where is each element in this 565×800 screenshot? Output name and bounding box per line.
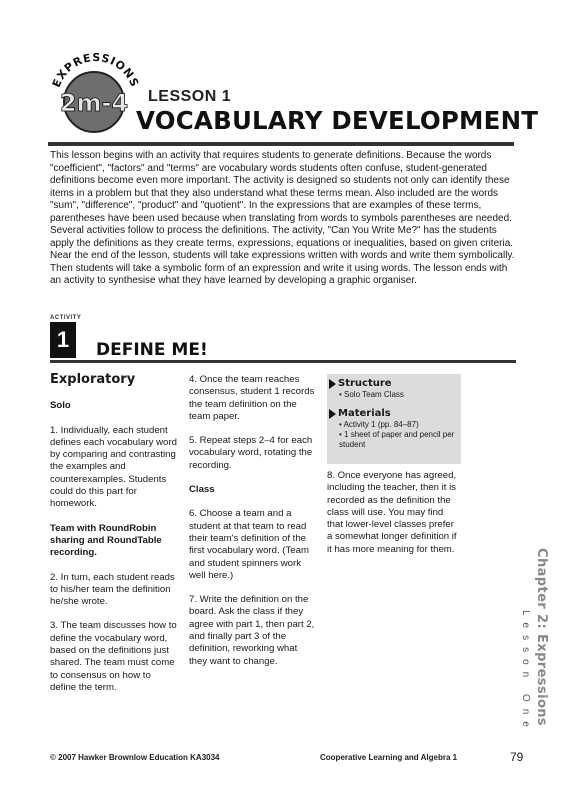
- step-2: 2. In turn, each student reads to his/her team the definition he/she wrote.: [50, 571, 175, 608]
- lesson-badge: [44, 42, 144, 142]
- structure-item: • Solo Team Class: [339, 390, 404, 399]
- lesson-label: LESSON 1: [148, 88, 232, 105]
- materials-item: • 1 sheet of paper and pencil per student: [339, 430, 455, 449]
- exploratory-heading: Exploratory: [50, 372, 136, 387]
- lesson-side-label: Lesson One: [520, 610, 531, 734]
- title-divider: [48, 142, 514, 146]
- badge-code: 2m-4: [59, 89, 129, 117]
- step-5: 5. Repeat steps 2–4 for each vocabulary word, rotating the recording.: [189, 435, 313, 471]
- column-1: [50, 374, 178, 706]
- step-4: 4. Once the team reaches consensus, student 1 records the team definition on the team paper.: [189, 374, 315, 422]
- intro-paragraph: This lesson begins with an activity that requires students to generate definitions. Because the words "coefficient", "factors" and "terms" are vocabulary words students often confuse, student-generated definitions become even more important. The activity is designed so students not only can identify these items in a problem but that they also understand what these terms mean. Also included are the words "sum", "difference", "product" and "quotient". In the expressions that are examples of these terms, parentheses have been used because when translating from words to symbols parentheses are needed. Several activities follow to process the definitions. The activity, "Can You Write Me?" has the students apply the definitions as they create terms, expressions, equations or inequalities, based on given criteria. Near the end of the lesson, students will take expressions written with words and write them symbolically. Then students will take a symbolic form of an expression and write it using words. The lesson ends with an activity to synthesise what they have learned by developing a graphic organiser.: [50, 150, 515, 286]
- step-3: 3. The team discusses how to define the vocabulary word, based on the definitions just shared. The team must come to consensus on how to define the term.: [50, 620, 177, 693]
- step-7: 7. Write the definition on the board. Ask the class if they agree with part 1, then part 2, and finally part 3 of the definition, reworking what they want to change.: [189, 594, 315, 667]
- column-3: [327, 470, 461, 568]
- step-6: 6. Choose a team and a student at that team to read their team's definition of the first vocabulary word. (Team and student spinners work well here.): [189, 508, 309, 581]
- materials-heading: Materials: [329, 408, 461, 419]
- triangle-bullet-icon: [329, 409, 336, 419]
- column-2: [189, 374, 317, 680]
- triangle-bullet-icon: [329, 379, 336, 389]
- step-1: 1. Individually, each student defines each vocabulary word by comparing and contrasting the examples and counterexamples. Students could do this part for homework.: [50, 424, 177, 510]
- step-8: 8. Once everyone has agreed, including the teacher, then it is recorded as the definition the class will use. You may find that lower-level classes prefer a somewhat longer definition if it has more meaning for them.: [327, 470, 457, 555]
- team-heading: Team with RoundRobin sharing and RoundTable recording.: [50, 522, 162, 559]
- badge-arc-text: EXPRESSIONS: [49, 51, 142, 90]
- footer-copyright: © 2007 Hawker Brownlow Education KA3034: [50, 753, 220, 762]
- materials-item: • Activity 1 (pp. 84–87): [339, 420, 419, 429]
- page-title: VOCABULARY DEVELOPMENT: [136, 106, 539, 135]
- page-number: 79: [510, 750, 524, 764]
- chapter-side-label: Chapter 2: Expressions: [534, 548, 549, 727]
- structure-heading: Structure: [329, 378, 461, 389]
- structure-materials-sidebar: [327, 374, 461, 464]
- activity-tag: ACTIVITY: [50, 315, 82, 321]
- activity-title: DEFINE ME!: [96, 340, 208, 360]
- footer-book-title: Cooperative Learning and Algebra 1: [320, 753, 458, 762]
- class-heading: Class: [189, 484, 215, 496]
- activity-divider: [50, 360, 516, 363]
- solo-heading: Solo: [50, 400, 71, 412]
- activity-number: 1: [50, 322, 76, 358]
